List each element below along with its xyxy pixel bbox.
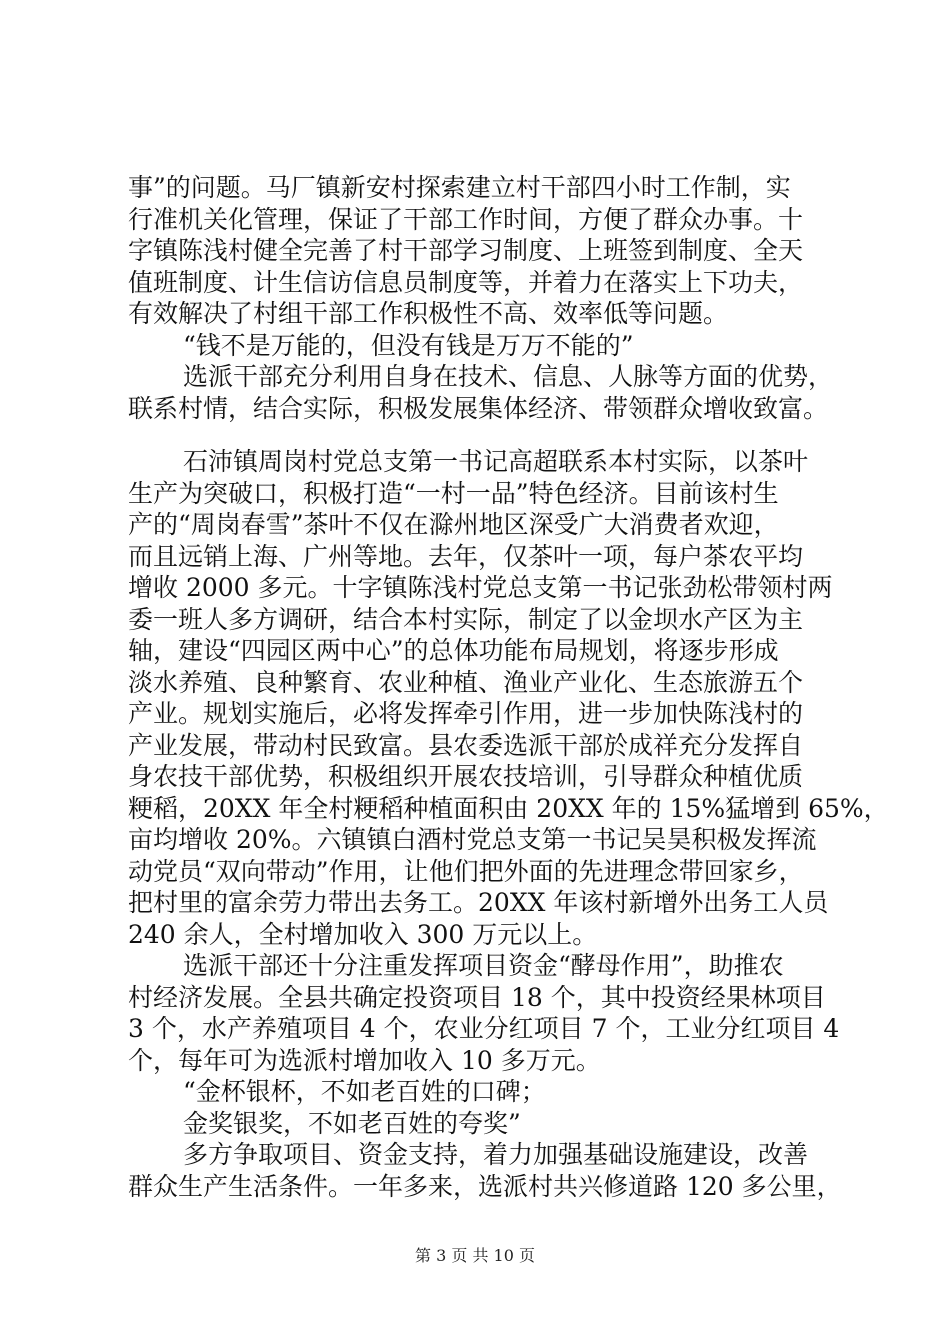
text-line: 粳稻，20XX 年全村粳稻种植面积由 20XX 年的 15%猛增到 65%，: [128, 793, 889, 823]
text-line: 选派干部还十分注重发挥项目资金“酵母作用”，助推农: [183, 951, 784, 980]
text-line: 联系村情，结合实际，积极发展集体经济、带领群众增收致富。: [128, 393, 829, 423]
text-line: 石沛镇周岗村党总支第一书记高超联系本村实际，以茶叶: [183, 447, 809, 476]
text-line: 淡水养殖、良种繁育、农业种植、渔业产业化、生态旅游五个: [128, 667, 804, 697]
text-line: 3 个，水产养殖项目 4 个，农业分红项目 7 个，工业分红项目 4: [128, 1014, 840, 1043]
text-line: 字镇陈浅村健全完善了村干部学习制度、上班签到制度、全天: [128, 236, 804, 265]
text-line: 群众生产生活条件。一年多来，选派村共兴修道路 120 多公里，: [128, 1171, 842, 1201]
text-line: 委一班人多方调研，结合本村实际，制定了以金坝水产区为主: [128, 604, 804, 634]
text-line: 产业发展，带动村民致富。县农委选派干部於成祥充分发挥自: [128, 730, 804, 760]
text-line: 240 余人，全村增加收入 300 万元以上。: [128, 919, 598, 949]
quote-heading: “钱不是万能的，但没有钱是万万不能的”: [183, 330, 634, 360]
text-line: 选派干部充分利用自身在技术、信息、人脉等方面的优势，: [183, 362, 834, 391]
text-line: 身农技干部优势，积极组织开展农技培训，引导群众种植优质: [128, 762, 804, 791]
quote-heading: “金杯银杯，不如老百姓的口碑；: [183, 1077, 546, 1106]
text-line: 动党员“双向带动”作用，让他们把外面的先进理念带回家乡，: [128, 856, 804, 886]
quote-heading: 金奖银奖，不如老百姓的夸奖”: [183, 1108, 521, 1138]
text-line: 把村里的富余劳力带出去务工。20XX 年该村新增外出务工人员: [128, 888, 829, 917]
text-line: 个，每年可为选派村增加收入 10 多万元。: [128, 1045, 601, 1075]
text-line: 有效解决了村组干部工作积极性不高、效率低等问题。: [128, 299, 729, 328]
text-line: 值班制度、计生信访信息员制度等，并着力在落实上下功夫，: [128, 267, 804, 297]
text-line: 事”的问题。马厂镇新安村探索建立村干部四小时工作制，实: [128, 173, 791, 202]
text-line: 村经济发展。全县共确定投资项目 18 个，其中投资经果林项目: [128, 982, 826, 1012]
text-line: 产的“周岗春雪”茶叶不仅在滁州地区深受广大消费者欢迎，: [128, 510, 779, 539]
text-line: 而且远销上海、广州等地。去年，仅茶叶一项，每户茶农平均: [128, 541, 804, 571]
text-line: 行准机关化管理，保证了干部工作时间，方便了群众办事。十: [128, 204, 804, 234]
text-line: 生产为突破口，积极打造“一村一品”特色经济。目前该村生: [128, 478, 779, 508]
text-line: 多方争取项目、资金支持，着力加强基础设施建设，改善: [183, 1140, 809, 1169]
body-text: [128, 172, 889, 1202]
text-line: 增收 2000 多元。十字镇陈浅村党总支第一书记张劲松带领村两: [128, 573, 833, 602]
paragraph-gap: [128, 424, 848, 446]
text-line: 轴，建设“四园区两中心”的总体功能布局规划，将逐步形成: [128, 636, 779, 665]
text-line: 亩均增收 20%。六镇镇白酒村党总支第一书记吴昊积极发挥流: [128, 825, 817, 854]
page-number-footer: 第 3 页 共 10 页: [415, 1246, 535, 1265]
text-line: 产业。规划实施后，必将发挥牵引作用，进一步加快陈浅村的: [128, 699, 804, 728]
